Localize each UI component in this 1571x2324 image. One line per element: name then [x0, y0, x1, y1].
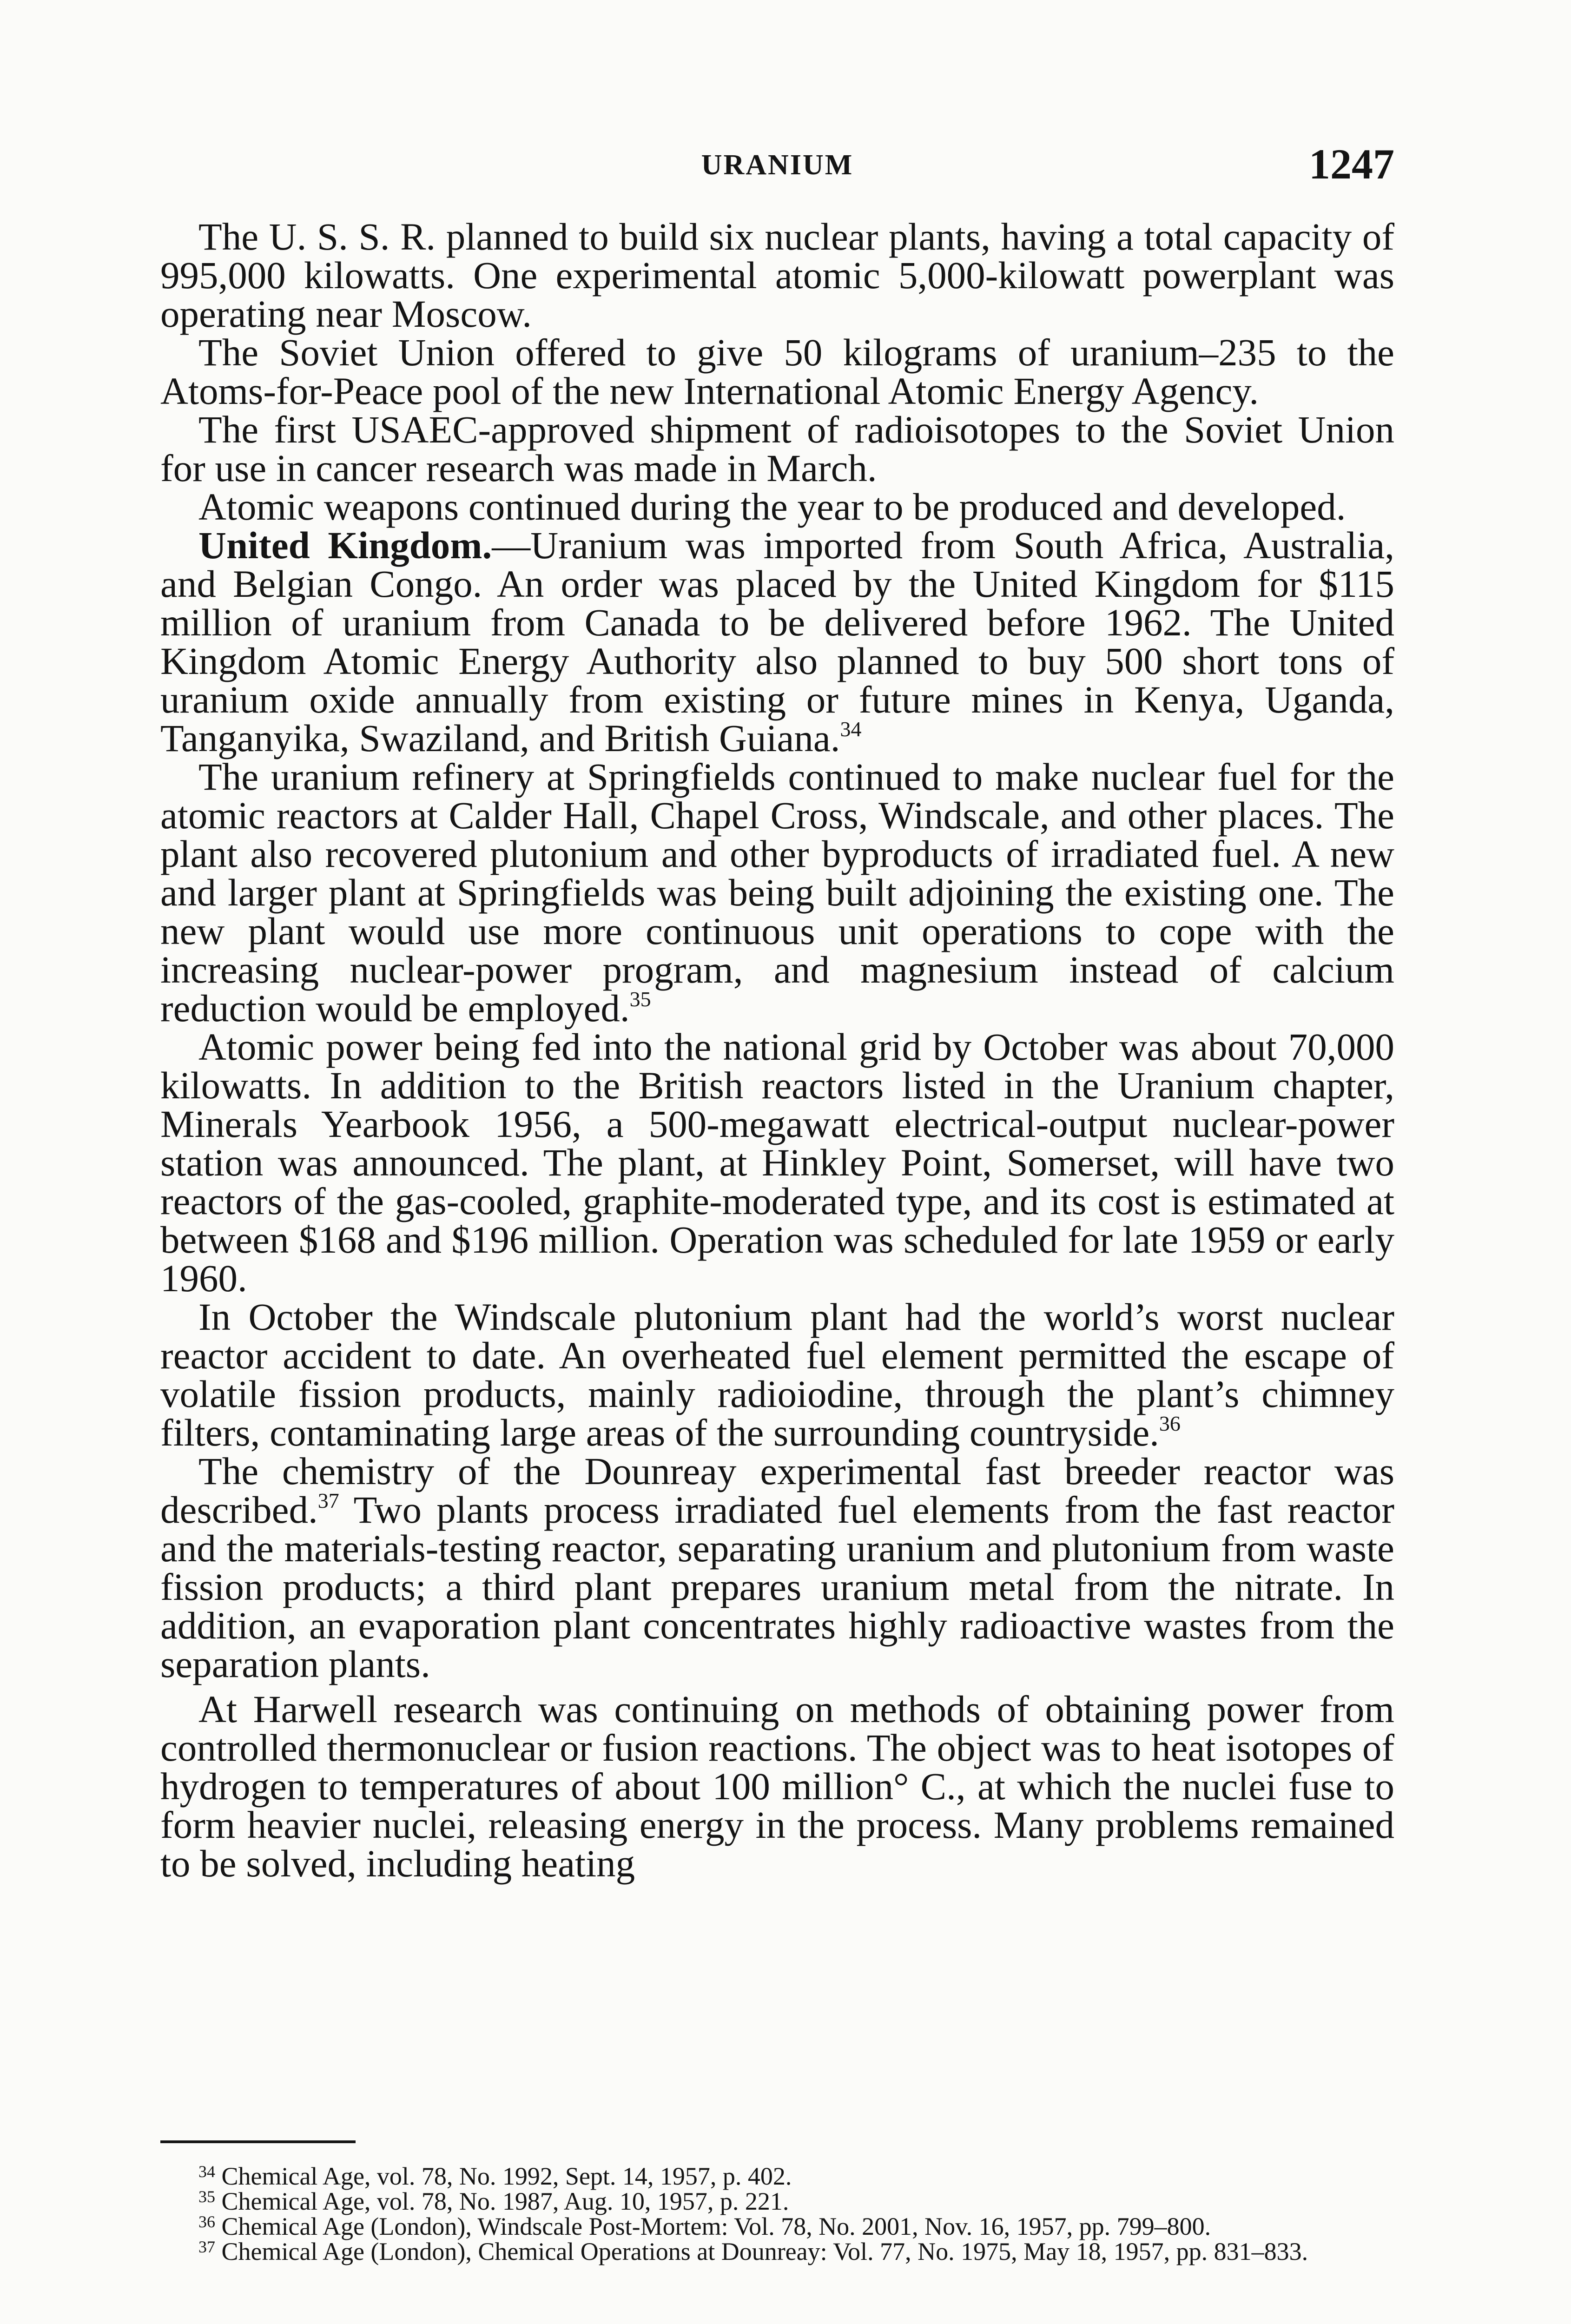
footnote-text: Chemical Age (London), Chemical Operations at Dounreay: Vol. 77, No. 1975, May 18, 1957, pp. 831–833.	[221, 2238, 1308, 2265]
footnote-ref-36: 36	[1159, 1412, 1181, 1435]
paragraph-soviet-uranium-offer: The Soviet Union offered to give 50 kilograms of uranium–235 to the Atoms-for-Peace pool of the new International Atomic Energy Agency.	[160, 331, 1394, 412]
footnote	[160, 2239, 1394, 2264]
footnote	[160, 2189, 1394, 2214]
footnote-number: 34	[198, 2162, 215, 2181]
dounreay-text-a: The chemistry of the Dounreay experimental fast breeder reactor was described.	[160, 1450, 1394, 1531]
footnote	[160, 2164, 1394, 2189]
windscale-text: In October the Windscale plutonium plant had the world’s worst nuclear reactor accident to date. An overheated fuel element permitted the escape of volatile fission products, mainly radioiodine, through the plant’s chimney filters, contaminating large areas of the surrounding countryside.	[160, 1295, 1394, 1454]
footnote-text: Chemical Age (London), Windscale Post-Mortem: Vol. 78, No. 2001, Nov. 16, 1957, pp. 799–800.	[221, 2212, 1211, 2240]
paragraph-atomic-power: Atomic power being fed into the national grid by October was about 70,000 kilowatts. In addition to the British reactors listed in the Uranium chapter, Minerals Yearbook 1956, a 500-megawatt electrical-output nuclear-power station was announced. The plant, at Hinkley Point, Somerset, will have two reactors of the gas-cooled, graphite-moderated type, and its cost is estimated at between $168 and $196 million. Operation was scheduled for late 1959 or early 1960.	[160, 1025, 1394, 1300]
footnote-ref-37: 37	[317, 1489, 339, 1512]
running-title: URANIUM	[701, 149, 854, 181]
section-heading-united-kingdom: United Kingdom.	[198, 524, 492, 567]
dounreay-text-b: Two plants process irradiated fuel elements from the fast reactor and the materials-testing reactor, separating uranium and plutonium from waste fission products; a third plant prepares uranium metal from the nitrate. In addition, an evaporation plant concentrates highly radioactive wastes from the separation plants.	[160, 1488, 1394, 1685]
footnote-text: Chemical Age, vol. 78, No. 1992, Sept. 14, 1957, p. 402.	[221, 2162, 792, 2190]
footnote	[160, 2214, 1394, 2239]
footnote-ref-35: 35	[629, 987, 651, 1011]
footnote-number: 36	[198, 2212, 215, 2231]
paragraph-ussr-plants: The U. S. S. R. planned to build six nuclear plants, having a total capacity of 995,000 kilowatts. One experimental atomic 5,000-kilowatt powerplant was operating near Moscow.	[160, 215, 1394, 335]
footnote-ref-34: 34	[840, 717, 862, 741]
paragraph-united-kingdom	[160, 526, 1394, 758]
body-text	[160, 215, 1394, 1885]
footnote-number: 35	[198, 2187, 215, 2206]
paragraph-springfields	[160, 755, 1394, 1030]
paragraph-harwell: At Harwell research was continuing on methods of obtaining power from controlled thermonuclear or fusion reactions. The object was to heat isotopes of hydrogen to temperatures of about 100 million° C., at which the nuclei fuse to form heavier nuclei, releasing energy in the process. Many problems remained to be solved, including heating	[160, 1688, 1394, 1885]
paragraph-windscale-accident	[160, 1295, 1394, 1454]
footnotes	[160, 2164, 1394, 2264]
springfields-text: The uranium refinery at Springfields continued to make nuclear fuel for the atomic reactors at Calder Hall, Chapel Cross, Windscale, and other places. The plant also recovered plutonium and other byproducts of irradiated fuel. A new and larger plant at Springfields was being built adjoining the existing one. The new plant would use more continuous unit operations to cope with the increasing nuclear-power program, and magnesium instead of calcium reduction would be employed.	[160, 755, 1394, 1030]
paragraph-radioisotope-shipment: The first USAEC-approved shipment of radioisotopes to the Soviet Union for use in cancer research was made in March.	[160, 408, 1394, 489]
footnote-divider	[160, 2140, 356, 2143]
page-number: 1247	[1309, 140, 1394, 188]
uk-paragraph-text: —Uranium was imported from South Africa, Australia, and Belgian Congo. An order was placed by the United Kingdom for $115 million of uranium from Canada to be delivered before 1962. The United Kingdom Atomic Energy Authority also planned to buy 500 short tons of uranium oxide annually from existing or future mines in Kenya, Uganda, Tanganyika, Swaziland, and British Guiana.	[160, 524, 1394, 759]
paragraph-dounreay	[160, 1452, 1394, 1684]
paragraph-atomic-weapons: Atomic weapons continued during the year to be produced and developed.	[198, 485, 1346, 528]
footnote-text: Chemical Age, vol. 78, No. 1987, Aug. 10, 1957, p. 221.	[221, 2187, 789, 2215]
running-head	[160, 139, 1394, 195]
footnote-number: 37	[198, 2238, 215, 2256]
